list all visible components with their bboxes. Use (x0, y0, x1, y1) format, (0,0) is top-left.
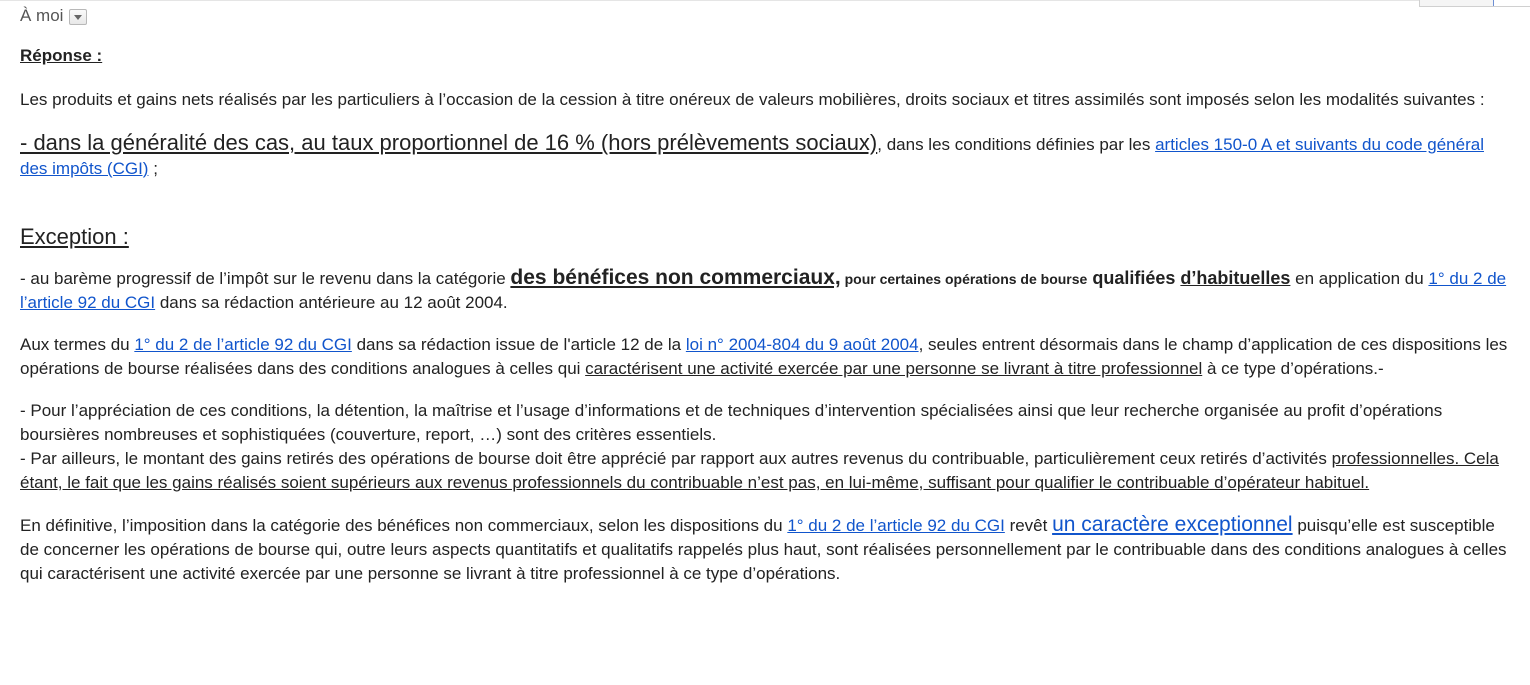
exception-text-3: dans sa rédaction antérieure au 12 août 2004. (155, 293, 508, 312)
paragraph-appreciation: - Pour l’appréciation de ces conditions, la détention, la maîtrise et l’usage d’informations et de techniques d’intervention spécialisées ainsi que leur recherche organisée au profit d’opérations boursières nombreuses et sophistiquées (couverture, report, …) sont des critères essentiels. (20, 401, 1443, 444)
paragraph-par-ailleurs (20, 447, 1510, 495)
aux-termes-text-3: , seules entrent désormais dans le champ d’application de ces dispositions les opérations de bourse réalisées dans des conditions analogues à celles qui (20, 335, 1508, 378)
qualifiees-text: qualifiées (1087, 268, 1181, 288)
par-ailleurs-text: - Par ailleurs, le montant des gains retirés des opérations de bourse doit être apprécié par rapport aux autres revenus du contribuable, particulièrement ceux retirés d’activités (20, 449, 1332, 468)
definitive-text-3: puisqu’elle est susceptible de concerner les opérations de bourse qui, outre leurs aspects quantitatifs et qualitatifs rappelés plus haut, sont réalisées personnellement par le contribuable dans des conditions analogues à celles qui caractérisent une activité exercée par une personne se livrant à titre professionnel à ce type d’opérations. (20, 516, 1507, 583)
general-case-text: , dans les conditions définies par les (877, 135, 1156, 154)
link-caractere-exceptionnel[interactable]: un caractère exceptionnel (1052, 513, 1293, 536)
details-dropdown-button[interactable] (69, 9, 87, 25)
toolbar-button-stub[interactable] (1419, 0, 1530, 7)
aux-termes-text-2: dans sa rédaction issue de l'article 12 de la (351, 335, 686, 354)
link-article-92-a[interactable]: 1° du 2 de l’article 92 du CGI (20, 269, 1507, 312)
link-articles-150[interactable]: articles 150-0 A et suivants du code général des impôts (CGI) (20, 135, 1484, 178)
general-case-highlight: - dans la généralité des cas, au taux proportionnel de 16 % (hors prélèvements sociaux) (20, 130, 878, 155)
aux-termes-text-4: à ce type d’opérations.- (1202, 359, 1384, 378)
habituelles-text: d’habituelles (1180, 268, 1291, 288)
paragraph-exception (20, 266, 1510, 315)
definitive-text-1: En définitive, l’imposition dans la catégorie des bénéfices non commerciaux, selon les dispositions du (20, 516, 788, 535)
exception-heading: Exception : (20, 224, 129, 249)
recipient-label: À moi (20, 6, 64, 25)
definitive-text-2: revêt (1004, 516, 1053, 535)
bourse-text: pour certaines opérations de bourse (840, 271, 1088, 287)
exception-text-2: en application du (1290, 269, 1429, 288)
recipient-line (20, 6, 87, 26)
email-body (20, 44, 1510, 586)
general-case-end: ; (148, 159, 158, 178)
bnc-highlight: des bénéfices non commerciaux, (510, 266, 841, 289)
aux-termes-text-1: Aux termes du (20, 335, 135, 354)
link-article-92-b[interactable]: 1° du 2 de l’article 92 du CGI (134, 335, 352, 354)
top-divider (0, 0, 1530, 1)
chevron-down-icon (74, 15, 82, 20)
paragraph-general-case (20, 131, 1510, 181)
paragraph-intro: Les produits et gains nets réalisés par les particuliers à l’occasion de la cession à titre onéreux de valeurs mobilières, droits sociaux et titres assimilés sont imposés selon les modalités suivantes : (20, 90, 1485, 109)
paragraph-en-definitive (20, 513, 1510, 586)
par-ailleurs-underlined: professionnelles. Cela étant, le fait que les gains réalisés soient supérieurs aux revenus professionnels du contribuable n’est pas, en lui-même, suffisant pour qualifier le contribuable d’opérateur habituel. (20, 449, 1499, 492)
reponse-heading: Réponse : (20, 46, 103, 65)
paragraph-aux-termes (20, 333, 1510, 381)
aux-termes-underlined: caractérisent une activité exercée par une personne se livrant à titre professionnel (585, 359, 1203, 378)
link-loi-2004-804[interactable]: loi n° 2004-804 du 9 août 2004 (685, 335, 919, 354)
link-article-92-c[interactable]: 1° du 2 de l’article 92 du CGI (787, 516, 1005, 535)
exception-text-1: - au barème progressif de l’impôt sur le revenu dans la catégorie (20, 269, 511, 288)
